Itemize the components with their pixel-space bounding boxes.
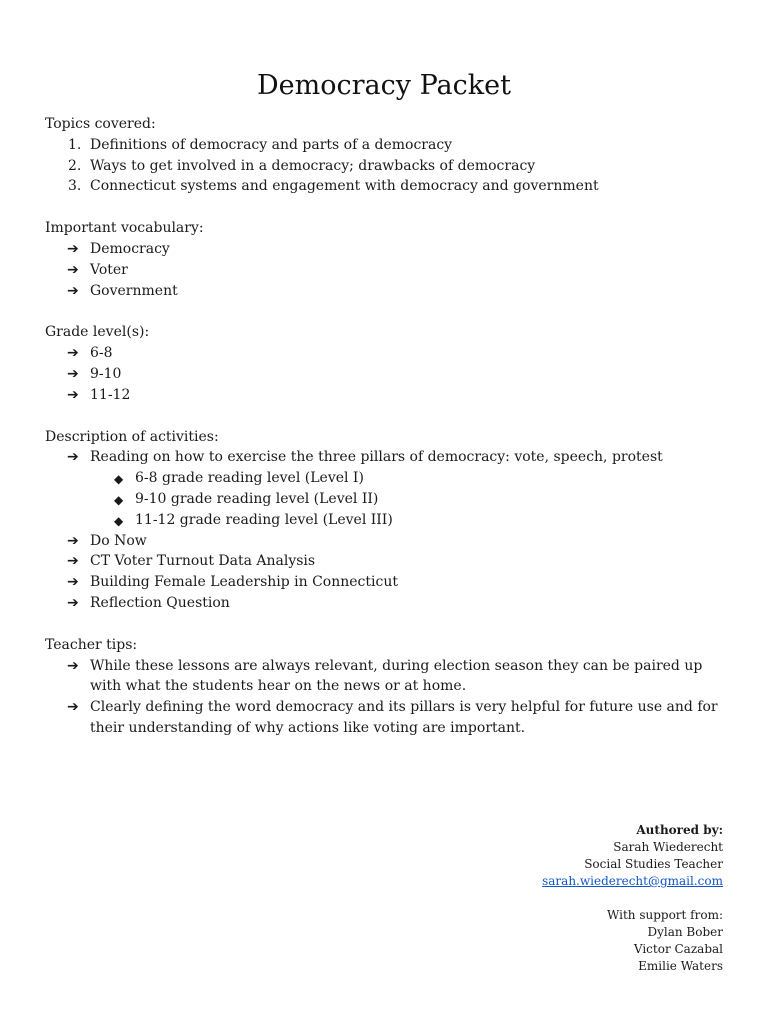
activity-item [45, 447, 725, 530]
grade-item [45, 343, 725, 364]
grade-item [45, 364, 725, 385]
vocabulary-text: Voter [90, 261, 128, 278]
arrow-bullet-icon: ➔ [67, 553, 79, 570]
arrow-bullet-icon: ➔ [67, 365, 79, 382]
tip-item [45, 697, 725, 739]
arrow-bullet-icon: ➔ [67, 657, 79, 674]
topic-item [45, 156, 725, 177]
activity-text: Reflection Question [90, 594, 230, 611]
document-title: Democracy Packet [257, 70, 511, 101]
activities-section [45, 427, 725, 614]
list-number: 1. [68, 136, 82, 153]
topic-text: Definitions of democracy and parts of a democracy [90, 136, 453, 153]
authored-label: Authored by: [636, 823, 723, 837]
activity-text: Do Now [90, 532, 147, 549]
vocabulary-item [45, 260, 725, 281]
topics-list [45, 135, 725, 197]
supporter-name: Emilie Waters [638, 959, 723, 973]
tips-section [45, 635, 725, 739]
activity-text: CT Voter Turnout Data Analysis [90, 553, 316, 570]
diamond-bullet-icon: ◆ [114, 472, 124, 487]
arrow-bullet-icon: ➔ [67, 261, 79, 278]
activities-list [45, 447, 725, 613]
diamond-bullet-icon: ◆ [114, 492, 124, 507]
document-body [45, 114, 725, 760]
tips-list [45, 656, 725, 739]
arrow-bullet-icon: ➔ [67, 449, 79, 466]
reading-level-item [45, 489, 725, 510]
grades-section [45, 322, 725, 405]
supporter-name: Victor Cazabal [633, 942, 723, 956]
reading-level-text: 9-10 grade reading level (Level II) [135, 490, 379, 507]
vocabulary-section [45, 218, 725, 301]
vocabulary-list [45, 239, 725, 301]
arrow-bullet-icon: ➔ [67, 240, 79, 257]
topic-item [45, 135, 725, 156]
list-number: 3. [68, 178, 82, 195]
vocabulary-heading: Important vocabulary: [45, 220, 204, 237]
reading-level-item [45, 510, 725, 531]
diamond-bullet-icon: ◆ [114, 513, 124, 528]
arrow-bullet-icon: ➔ [67, 594, 79, 611]
support-label: With support from: [607, 908, 723, 922]
list-number: 2. [68, 157, 82, 174]
arrow-bullet-icon: ➔ [67, 574, 79, 591]
arrow-bullet-icon: ➔ [67, 386, 79, 403]
activity-item [45, 593, 725, 614]
vocabulary-text: Democracy [90, 240, 170, 257]
arrow-bullet-icon: ➔ [67, 532, 79, 549]
supporter-name: Dylan Bober [647, 925, 723, 939]
arrow-bullet-icon: ➔ [67, 282, 79, 299]
activity-item [45, 551, 725, 572]
vocabulary-item [45, 239, 725, 260]
reading-level-item [45, 468, 725, 489]
author-name: Sarah Wiederecht [613, 840, 723, 854]
tip-item [45, 656, 725, 698]
grade-text: 9-10 [90, 365, 122, 382]
topics-heading: Topics covered: [45, 116, 156, 132]
activities-heading: Description of activities: [45, 428, 219, 445]
grades-list [45, 343, 725, 405]
topic-text: Ways to get involved in a democracy; drawbacks of democracy [90, 157, 536, 174]
author-role: Social Studies Teacher [584, 857, 723, 871]
reading-level-text: 11-12 grade reading level (Level III) [135, 511, 393, 528]
grade-text: 6-8 [90, 345, 113, 362]
tip-text: Clearly defining the word democracy and its pillars is very helpful for future use and for their understanding of why actions like voting are important. [90, 699, 718, 736]
grade-item [45, 385, 725, 406]
arrow-bullet-icon: ➔ [67, 699, 79, 716]
author-email-link[interactable]: sarah.wiederecht@gmail.com [542, 874, 723, 888]
activity-item [45, 531, 725, 552]
grade-text: 11-12 [90, 386, 131, 403]
tips-heading: Teacher tips: [45, 636, 138, 653]
tip-text: While these lessons are always relevant, during election season they can be paired up with what the students hear on the news or at home. [90, 657, 703, 695]
credits-spacer [323, 890, 723, 907]
topic-text: Connecticut systems and engagement with democracy and government [90, 178, 599, 195]
reading-level-text: 6-8 grade reading level (Level I) [135, 470, 364, 487]
activity-text: Reading on how to exercise the three pillars of democracy: vote, speech, protest [90, 449, 663, 466]
credits-block [323, 822, 723, 975]
vocabulary-text: Government [90, 282, 178, 299]
activity-text: Building Female Leadership in Connecticut [90, 574, 398, 591]
vocabulary-item [45, 281, 725, 302]
topics-section [45, 114, 725, 197]
grades-heading: Grade level(s): [45, 324, 150, 341]
reading-levels-list [90, 468, 725, 530]
topic-item [45, 176, 725, 197]
activity-item [45, 572, 725, 593]
arrow-bullet-icon: ➔ [67, 345, 79, 362]
